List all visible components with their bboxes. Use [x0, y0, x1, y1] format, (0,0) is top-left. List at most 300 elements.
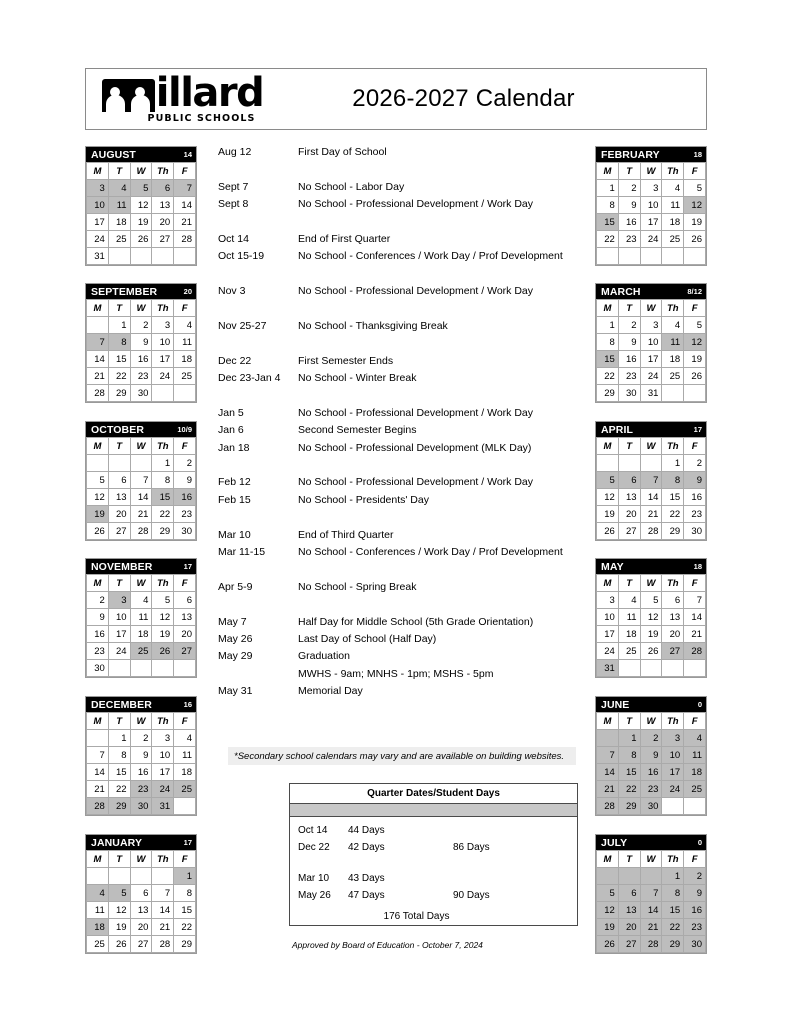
child-figure-left-icon — [106, 87, 125, 112]
day-cell[interactable]: 24 — [152, 368, 174, 385]
day-cell[interactable]: 9 — [640, 747, 662, 764]
day-cell[interactable]: 6 — [662, 592, 684, 609]
day-cell[interactable]: 5 — [108, 885, 130, 902]
day-cell[interactable]: 23 — [640, 781, 662, 798]
day-cell[interactable]: 1 — [618, 730, 640, 747]
day-cell[interactable]: 1 — [597, 180, 619, 197]
day-cell[interactable]: 2 — [618, 180, 640, 197]
day-cell[interactable]: 12 — [597, 902, 619, 919]
weekday-header-th: Th — [152, 851, 174, 868]
day-cell[interactable]: 2 — [174, 455, 196, 472]
empty-cell — [618, 868, 640, 885]
week-row — [87, 919, 196, 936]
day-cell[interactable]: 24 — [108, 643, 130, 660]
weekday-header-th: Th — [152, 163, 174, 180]
day-cell[interactable]: 20 — [152, 214, 174, 231]
day-cell[interactable]: 7 — [87, 334, 109, 351]
event-date: Jan 5 — [218, 406, 244, 419]
day-cell[interactable]: 5 — [87, 472, 109, 489]
day-cell[interactable]: 16 — [618, 351, 640, 368]
day-cell[interactable]: 7 — [87, 747, 109, 764]
day-cell[interactable]: 5 — [684, 180, 706, 197]
day-cell[interactable]: 15 — [174, 902, 196, 919]
day-cell[interactable]: 27 — [152, 231, 174, 248]
empty-cell — [174, 385, 196, 402]
day-cell[interactable]: 26 — [87, 523, 109, 540]
day-cell[interactable]: 1 — [174, 868, 196, 885]
day-cell[interactable]: 13 — [152, 197, 174, 214]
day-cell[interactable]: 25 — [87, 936, 109, 953]
day-cell[interactable]: 7 — [130, 472, 152, 489]
day-cell[interactable]: 12 — [684, 197, 706, 214]
day-cell[interactable]: 26 — [640, 643, 662, 660]
day-cell[interactable]: 10 — [640, 334, 662, 351]
day-cell[interactable]: 30 — [640, 798, 662, 815]
day-cell[interactable]: 30 — [174, 523, 196, 540]
day-cell[interactable]: 25 — [662, 231, 684, 248]
day-cell[interactable]: 17 — [108, 626, 130, 643]
empty-cell — [662, 248, 684, 265]
day-cell[interactable]: 19 — [87, 506, 109, 523]
day-cell[interactable]: 28 — [152, 936, 174, 953]
day-cell[interactable]: 10 — [152, 747, 174, 764]
day-cell[interactable]: 26 — [130, 231, 152, 248]
day-cell[interactable]: 8 — [108, 747, 130, 764]
day-cell[interactable]: 26 — [597, 523, 619, 540]
day-cell[interactable]: 28 — [87, 385, 109, 402]
day-cell[interactable]: 12 — [597, 489, 619, 506]
day-cell[interactable]: 1 — [597, 317, 619, 334]
day-cell[interactable]: 4 — [174, 730, 196, 747]
day-cell[interactable]: 11 — [108, 197, 130, 214]
day-cell[interactable]: 1 — [108, 730, 130, 747]
day-cell[interactable]: 19 — [640, 626, 662, 643]
day-cell[interactable]: 16 — [87, 626, 109, 643]
month-calendar-november — [85, 558, 197, 678]
day-cell[interactable]: 10 — [152, 334, 174, 351]
day-cell[interactable]: 1 — [662, 868, 684, 885]
day-cell[interactable]: 14 — [152, 902, 174, 919]
day-cell[interactable]: 21 — [174, 214, 196, 231]
day-cell[interactable]: 14 — [87, 351, 109, 368]
event-description: End of First Quarter — [298, 232, 391, 245]
day-cell[interactable]: 18 — [618, 626, 640, 643]
day-cell[interactable]: 23 — [130, 781, 152, 798]
day-cell[interactable]: 14 — [87, 764, 109, 781]
day-cell[interactable]: 11 — [662, 334, 684, 351]
event-description: No School - Thanksgiving Break — [298, 319, 448, 332]
day-cell[interactable]: 11 — [174, 334, 196, 351]
day-cell[interactable]: 17 — [640, 214, 662, 231]
day-cell[interactable]: 14 — [597, 764, 619, 781]
day-cell[interactable]: 8 — [618, 747, 640, 764]
day-cell[interactable]: 18 — [174, 351, 196, 368]
day-cell[interactable]: 25 — [174, 781, 196, 798]
day-cell[interactable]: 13 — [130, 902, 152, 919]
day-cell[interactable]: 17 — [640, 351, 662, 368]
day-cell[interactable]: 9 — [130, 747, 152, 764]
day-cell[interactable]: 4 — [662, 180, 684, 197]
day-cell[interactable]: 1 — [108, 317, 130, 334]
day-cell[interactable]: 13 — [662, 609, 684, 626]
day-cell[interactable]: 3 — [597, 592, 619, 609]
day-cell[interactable]: 26 — [684, 231, 706, 248]
approval-footer: Approved by Board of Education - October 7, 2024 — [292, 940, 483, 950]
day-cell[interactable]: 9 — [618, 334, 640, 351]
day-cell[interactable]: 15 — [597, 351, 619, 368]
day-cell[interactable]: 5 — [152, 592, 174, 609]
day-cell[interactable]: 26 — [152, 643, 174, 660]
day-cell[interactable]: 30 — [87, 660, 109, 677]
month-name: DECEMBER — [91, 698, 152, 711]
day-cell[interactable]: 25 — [618, 643, 640, 660]
day-cell[interactable]: 11 — [130, 609, 152, 626]
event-date: Apr 5-9 — [218, 580, 253, 593]
day-cell[interactable]: 28 — [174, 231, 196, 248]
day-cell[interactable]: 6 — [174, 592, 196, 609]
day-cell[interactable]: 9 — [174, 472, 196, 489]
day-cell[interactable]: 20 — [108, 506, 130, 523]
day-cell[interactable]: 15 — [618, 764, 640, 781]
week-row — [87, 455, 196, 472]
day-cell[interactable]: 14 — [174, 197, 196, 214]
day-cell[interactable]: 29 — [174, 936, 196, 953]
day-cell[interactable]: 21 — [684, 626, 706, 643]
day-cell[interactable]: 29 — [108, 798, 130, 815]
day-cell[interactable]: 31 — [597, 660, 619, 677]
logo-word-rest: illard — [155, 70, 264, 116]
day-cell[interactable]: 23 — [618, 368, 640, 385]
day-cell[interactable]: 27 — [618, 523, 640, 540]
day-cell[interactable]: 5 — [597, 472, 619, 489]
day-cell[interactable]: 29 — [152, 523, 174, 540]
day-cell[interactable]: 13 — [108, 489, 130, 506]
day-cell[interactable]: 30 — [130, 798, 152, 815]
day-cell[interactable]: 17 — [87, 214, 109, 231]
day-cell[interactable]: 28 — [640, 936, 662, 953]
day-cell[interactable]: 7 — [640, 885, 662, 902]
day-cell[interactable]: 5 — [640, 592, 662, 609]
day-cell[interactable]: 26 — [597, 936, 619, 953]
day-cell[interactable]: 22 — [152, 506, 174, 523]
day-cell[interactable]: 23 — [618, 231, 640, 248]
day-cell[interactable]: 19 — [108, 919, 130, 936]
day-cell[interactable]: 28 — [684, 643, 706, 660]
day-cell[interactable]: 6 — [130, 885, 152, 902]
month-student-days-badge: 18 — [693, 150, 702, 159]
weekday-header-w: W — [640, 163, 662, 180]
day-cell[interactable]: 21 — [640, 506, 662, 523]
day-cell[interactable]: 16 — [618, 214, 640, 231]
day-cell[interactable]: 20 — [174, 626, 196, 643]
day-cell[interactable]: 9 — [130, 334, 152, 351]
day-cell[interactable]: 6 — [152, 180, 174, 197]
day-cell[interactable]: 28 — [640, 523, 662, 540]
day-cell[interactable]: 8 — [108, 334, 130, 351]
day-cell[interactable]: 9 — [618, 197, 640, 214]
day-cell[interactable]: 25 — [684, 781, 706, 798]
day-cell[interactable]: 10 — [597, 609, 619, 626]
day-cell[interactable]: 2 — [618, 317, 640, 334]
day-cell[interactable]: 8 — [662, 885, 684, 902]
day-cell[interactable]: 14 — [640, 489, 662, 506]
event-description: No School - Professional Development / Work Day — [298, 406, 533, 419]
day-cell[interactable]: 21 — [130, 506, 152, 523]
day-cell[interactable]: 6 — [108, 472, 130, 489]
day-cell[interactable]: 8 — [597, 197, 619, 214]
day-cell[interactable]: 6 — [618, 472, 640, 489]
day-cell[interactable]: 28 — [87, 798, 109, 815]
day-cell[interactable]: 29 — [662, 936, 684, 953]
day-cell[interactable]: 7 — [640, 472, 662, 489]
day-cell[interactable]: 27 — [130, 936, 152, 953]
day-cell[interactable]: 7 — [597, 747, 619, 764]
day-cell[interactable]: 7 — [174, 180, 196, 197]
day-cell[interactable]: 4 — [174, 317, 196, 334]
day-cell[interactable]: 19 — [684, 351, 706, 368]
day-cell[interactable]: 26 — [108, 936, 130, 953]
day-cell[interactable]: 27 — [662, 643, 684, 660]
day-cell[interactable]: 19 — [597, 506, 619, 523]
day-cell[interactable]: 22 — [174, 919, 196, 936]
semester-day-count: 90 Days — [453, 890, 490, 901]
day-cell[interactable]: 18 — [130, 626, 152, 643]
day-cell[interactable]: 2 — [130, 317, 152, 334]
day-cell[interactable]: 16 — [684, 902, 706, 919]
day-cell[interactable]: 12 — [152, 609, 174, 626]
day-cell[interactable]: 17 — [152, 764, 174, 781]
day-cell[interactable]: 19 — [597, 919, 619, 936]
day-cell[interactable]: 16 — [174, 489, 196, 506]
week-row — [87, 643, 196, 660]
day-cell[interactable]: 5 — [684, 317, 706, 334]
day-cell[interactable]: 22 — [597, 368, 619, 385]
day-cell[interactable]: 22 — [108, 781, 130, 798]
day-cell[interactable]: 29 — [618, 798, 640, 815]
day-cell[interactable]: 23 — [130, 368, 152, 385]
day-cell[interactable]: 21 — [640, 919, 662, 936]
day-cell[interactable]: 12 — [87, 489, 109, 506]
day-cell[interactable]: 12 — [640, 609, 662, 626]
day-cell[interactable]: 11 — [662, 197, 684, 214]
day-cell[interactable]: 20 — [130, 919, 152, 936]
day-cell[interactable]: 2 — [130, 730, 152, 747]
day-cell[interactable]: 11 — [174, 747, 196, 764]
day-cell[interactable]: 8 — [597, 334, 619, 351]
day-cell[interactable]: 30 — [130, 385, 152, 402]
day-cell[interactable]: 22 — [662, 919, 684, 936]
day-cell[interactable]: 31 — [640, 385, 662, 402]
day-cell[interactable]: 24 — [597, 643, 619, 660]
weekday-header-f: F — [174, 713, 196, 730]
day-cell[interactable]: 25 — [662, 368, 684, 385]
day-cell[interactable]: 26 — [684, 368, 706, 385]
day-cell[interactable]: 18 — [87, 919, 109, 936]
day-cell[interactable]: 3 — [108, 592, 130, 609]
day-cell[interactable]: 11 — [618, 609, 640, 626]
day-cell[interactable]: 4 — [662, 317, 684, 334]
header-banner — [85, 68, 707, 130]
month-student-days-badge: 8/12 — [687, 287, 702, 296]
day-cell[interactable]: 16 — [130, 764, 152, 781]
quarter-table-total: 176 Total Days — [383, 911, 450, 922]
week-row — [87, 368, 196, 385]
day-cell[interactable]: 9 — [87, 609, 109, 626]
day-cell[interactable]: 11 — [87, 902, 109, 919]
day-cell[interactable]: 28 — [597, 798, 619, 815]
day-cell[interactable]: 24 — [640, 368, 662, 385]
day-cell[interactable]: 16 — [130, 351, 152, 368]
day-cell[interactable]: 30 — [684, 523, 706, 540]
day-cell[interactable]: 7 — [684, 592, 706, 609]
day-cell[interactable]: 25 — [108, 231, 130, 248]
day-cell[interactable]: 12 — [684, 334, 706, 351]
day-cell[interactable]: 3 — [87, 180, 109, 197]
day-cell[interactable]: 18 — [174, 764, 196, 781]
day-cell[interactable]: 8 — [174, 885, 196, 902]
day-cell[interactable]: 4 — [684, 730, 706, 747]
day-cell[interactable]: 14 — [640, 902, 662, 919]
day-cell[interactable]: 23 — [684, 506, 706, 523]
day-cell[interactable]: 31 — [152, 798, 174, 815]
day-cell[interactable]: 19 — [684, 214, 706, 231]
day-cell[interactable]: 22 — [618, 781, 640, 798]
day-cell[interactable]: 31 — [87, 248, 109, 265]
day-cell[interactable]: 13 — [618, 902, 640, 919]
day-cell[interactable]: 20 — [618, 919, 640, 936]
day-cell[interactable]: 22 — [108, 368, 130, 385]
logo-m-with-children-icon — [102, 79, 155, 112]
day-cell[interactable]: 29 — [662, 523, 684, 540]
day-cell[interactable]: 10 — [87, 197, 109, 214]
day-cell[interactable]: 24 — [87, 231, 109, 248]
day-cell[interactable]: 24 — [152, 781, 174, 798]
day-cell[interactable]: 4 — [87, 885, 109, 902]
day-cell[interactable]: 5 — [130, 180, 152, 197]
day-cell[interactable]: 4 — [108, 180, 130, 197]
day-cell[interactable]: 19 — [152, 626, 174, 643]
month-header — [86, 697, 196, 712]
day-cell[interactable]: 25 — [174, 368, 196, 385]
month-grid — [596, 850, 706, 953]
day-cell[interactable]: 24 — [662, 781, 684, 798]
day-cell[interactable]: 25 — [130, 643, 152, 660]
day-cell[interactable]: 8 — [152, 472, 174, 489]
month-calendar-august — [85, 146, 197, 266]
day-cell[interactable]: 1 — [152, 455, 174, 472]
day-cell[interactable]: 11 — [684, 747, 706, 764]
day-cell[interactable]: 2 — [684, 868, 706, 885]
day-cell[interactable]: 18 — [684, 764, 706, 781]
day-cell[interactable]: 2 — [640, 730, 662, 747]
day-cell[interactable]: 15 — [597, 214, 619, 231]
day-cell[interactable]: 23 — [87, 643, 109, 660]
day-cell[interactable]: 18 — [108, 214, 130, 231]
day-cell[interactable]: 16 — [684, 489, 706, 506]
day-cell[interactable]: 21 — [597, 781, 619, 798]
day-cell[interactable]: 22 — [597, 231, 619, 248]
day-cell[interactable]: 22 — [662, 506, 684, 523]
day-cell[interactable]: 9 — [684, 885, 706, 902]
day-cell[interactable]: 18 — [662, 214, 684, 231]
day-cell[interactable]: 3 — [152, 317, 174, 334]
day-cell[interactable]: 20 — [662, 626, 684, 643]
day-cell[interactable]: 27 — [174, 643, 196, 660]
day-cell[interactable]: 29 — [108, 385, 130, 402]
day-cell[interactable]: 13 — [174, 609, 196, 626]
day-cell[interactable]: 1 — [662, 455, 684, 472]
day-cell[interactable]: 3 — [662, 730, 684, 747]
week-row — [87, 936, 196, 953]
day-cell[interactable]: 6 — [618, 885, 640, 902]
month-grid — [86, 850, 196, 953]
day-cell[interactable]: 27 — [108, 523, 130, 540]
day-cell[interactable]: 2 — [684, 455, 706, 472]
day-cell[interactable]: 27 — [618, 936, 640, 953]
day-cell[interactable]: 21 — [87, 781, 109, 798]
weekday-header-t: T — [108, 300, 130, 317]
day-cell[interactable]: 2 — [87, 592, 109, 609]
day-cell[interactable]: 28 — [130, 523, 152, 540]
day-cell[interactable]: 5 — [597, 885, 619, 902]
day-cell[interactable]: 17 — [597, 626, 619, 643]
day-cell[interactable]: 21 — [87, 368, 109, 385]
day-cell[interactable]: 20 — [618, 506, 640, 523]
day-cell[interactable]: 12 — [108, 902, 130, 919]
day-cell[interactable]: 30 — [684, 936, 706, 953]
day-cell[interactable]: 10 — [108, 609, 130, 626]
day-cell[interactable]: 17 — [152, 351, 174, 368]
weekday-header-m: M — [597, 713, 619, 730]
event-row — [218, 198, 586, 215]
day-cell[interactable]: 13 — [618, 489, 640, 506]
day-cell[interactable]: 30 — [618, 385, 640, 402]
day-cell[interactable]: 8 — [662, 472, 684, 489]
day-cell[interactable]: 15 — [108, 764, 130, 781]
day-cell[interactable]: 12 — [130, 197, 152, 214]
day-cell[interactable]: 10 — [640, 197, 662, 214]
day-cell[interactable]: 4 — [130, 592, 152, 609]
day-cell[interactable]: 15 — [662, 902, 684, 919]
day-cell[interactable]: 14 — [130, 489, 152, 506]
empty-cell — [640, 660, 662, 677]
day-cell[interactable]: 18 — [662, 351, 684, 368]
weekday-header-m: M — [597, 575, 619, 592]
day-cell[interactable]: 23 — [174, 506, 196, 523]
day-cell[interactable]: 15 — [152, 489, 174, 506]
month-calendar-april — [595, 421, 707, 541]
day-cell[interactable]: 3 — [640, 317, 662, 334]
day-cell[interactable]: 10 — [662, 747, 684, 764]
day-cell[interactable]: 24 — [640, 231, 662, 248]
day-cell[interactable]: 4 — [618, 592, 640, 609]
day-cell[interactable]: 3 — [152, 730, 174, 747]
day-cell[interactable]: 14 — [684, 609, 706, 626]
day-cell[interactable]: 17 — [662, 764, 684, 781]
event-date: Jan 18 — [218, 441, 250, 454]
day-cell[interactable]: 16 — [640, 764, 662, 781]
day-cell[interactable]: 29 — [597, 385, 619, 402]
day-cell[interactable]: 15 — [662, 489, 684, 506]
day-cell[interactable]: 7 — [152, 885, 174, 902]
day-cell[interactable]: 19 — [130, 214, 152, 231]
weekday-header-th: Th — [152, 713, 174, 730]
day-cell[interactable]: 9 — [684, 472, 706, 489]
day-cell[interactable]: 15 — [108, 351, 130, 368]
day-cell[interactable]: 21 — [152, 919, 174, 936]
day-cell[interactable]: 23 — [684, 919, 706, 936]
day-cell[interactable]: 3 — [640, 180, 662, 197]
